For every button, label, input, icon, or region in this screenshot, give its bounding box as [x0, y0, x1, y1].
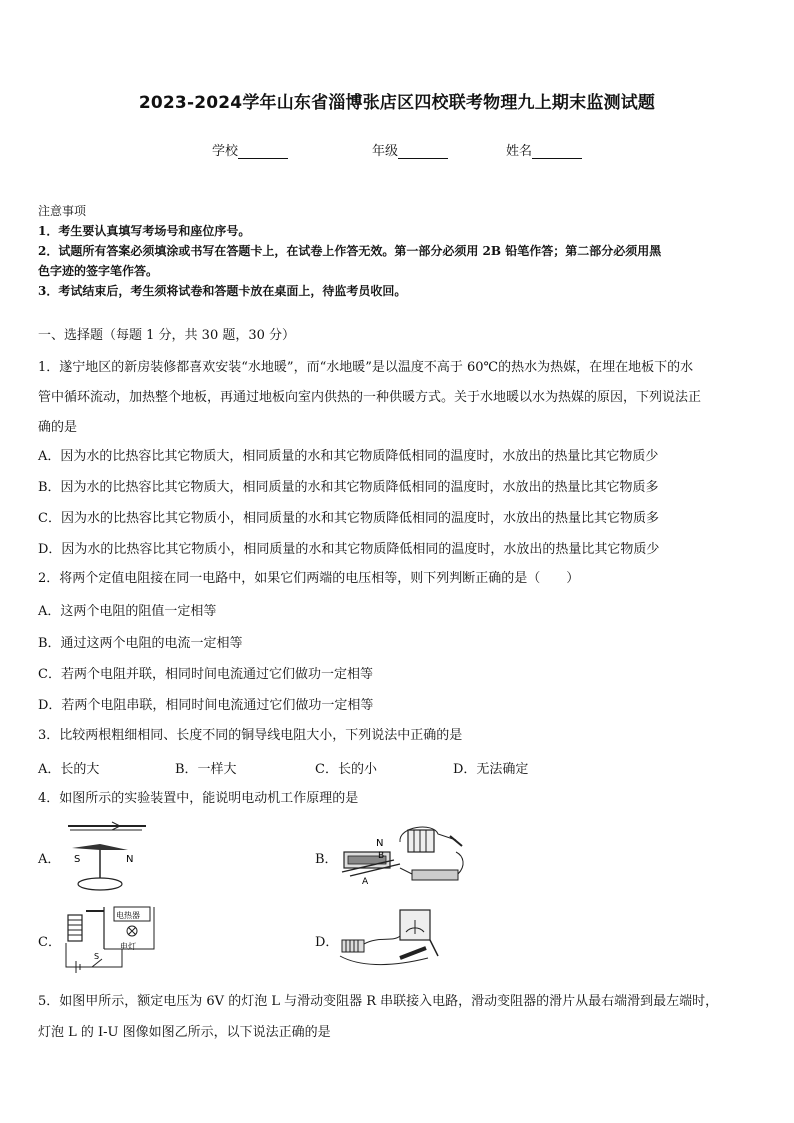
question-4-option-d[interactable]: D． [315, 935, 339, 950]
figure-c-heater-label: 电热器 [116, 911, 140, 920]
figure-a-n-label: N [126, 854, 134, 865]
question-2-option-d[interactable]: D．若两个电阻串联，相同时间电流通过它们做功一定相等 [38, 698, 374, 713]
question-3-option-b[interactable]: B．一样大 [175, 762, 237, 777]
question-2-stem: 2．将两个定值电阻接在同一电路中，如果它们两端的电压相等，则下列判断正确的是（ ） [38, 571, 580, 586]
question-1-stem [38, 353, 760, 443]
stem-line: 5．如图甲所示，额定电压为 6V 的灯泡 L 与滑动变阻器 R 串联接入电路，滑动变阻器的滑片从最右端滑到最左端时， [38, 994, 719, 1009]
figure-b-a-label: A [362, 877, 369, 887]
figure-c-s-label: S [94, 952, 100, 961]
question-5-stem [38, 986, 760, 1048]
question-3-option-a[interactable]: A．长的大 [38, 762, 100, 777]
figure-a-s-label: S [74, 854, 81, 865]
figure-b-n-label: N [376, 838, 384, 849]
stem-line: 灯泡 L 的 I-U 图像如图乙所示，以下说法正确的是 [38, 1025, 331, 1040]
school-label: 学校 [212, 144, 239, 159]
stem-line: 确的是 [38, 420, 78, 435]
question-2-option-b[interactable]: B．通过这两个电阻的电流一定相等 [38, 636, 243, 651]
question-1-option-d[interactable]: D．因为水的比热容比其它物质小，相同质量的水和其它物质降低相同的温度时，水放出的热量比其它物质少 [38, 542, 660, 557]
question-1-option-c[interactable]: C．因为水的比热容比其它物质小，相同质量的水和其它物质降低相同的温度时，水放出的热量比其它物质多 [38, 511, 659, 526]
grade-label: 年级 [372, 144, 399, 159]
grade-blank [398, 144, 448, 159]
figure-b-apparatus [338, 822, 470, 894]
question-4-option-b[interactable]: B． [315, 852, 338, 867]
notice-item: 3．考试结束后，考生须将试卷和答题卡放在桌面上，待监考员收回。 [38, 284, 407, 298]
question-4-option-a[interactable]: A． [38, 852, 61, 867]
name-blank [532, 144, 582, 159]
stem-line: 1．遂宁地区的新房装修都喜欢安装“水地暖”，而“水地暖”是以温度不高于 60℃的热水为热媒，在埋在地板下的水 [38, 360, 694, 375]
question-3-option-d[interactable]: D．无法确定 [453, 762, 529, 777]
name-label: 姓名 [506, 144, 533, 159]
figure-a-compass [62, 818, 152, 896]
question-1-option-a[interactable]: A．因为水的比热容比其它物质大，相同质量的水和其它物质降低相同的温度时，水放出的热量比其它物质少 [38, 449, 659, 464]
question-2-option-c[interactable]: C．若两个电阻并联，相同时间电流通过它们做功一定相等 [38, 667, 373, 682]
school-blank [238, 144, 288, 159]
question-3-stem: 3．比较两根粗细相同、长度不同的铜导线电阻大小，下列说法中正确的是 [38, 728, 463, 743]
stem-line: 管中循环流动，加热整个地板，再通过地板向室内供热的一种供暖方式。关于水地暖以水为热媒的原因，下列说法正 [38, 390, 702, 405]
name-field [506, 140, 582, 159]
page-title: 2023-2024学年山东省淄博张店区四校联考物理九上期末监测试题 [138, 93, 656, 113]
question-3-option-c[interactable]: C．长的小 [315, 762, 377, 777]
notice-item: 2．试题所有答案必须填涂或书写在答题卡上，在试卷上作答无效。第一部分必须用 2B 铅笔作答；第二部分必须用黑 [38, 244, 662, 258]
notice-heading: 注意事项 [38, 204, 87, 218]
grade-field [372, 140, 448, 159]
notice-block [38, 201, 760, 301]
question-4-option-c[interactable]: C． [38, 935, 61, 950]
question-4-stem: 4．如图所示的实验装置中，能说明电动机工作原理的是 [38, 791, 359, 806]
figure-c-relay [62, 903, 158, 973]
figure-d-apparatus [338, 906, 448, 974]
notice-item: 1．考生要认真填写考场号和座位序号。 [38, 224, 251, 238]
question-1-option-b[interactable]: B．因为水的比热容比其它物质大，相同质量的水和其它物质降低相同的温度时，水放出的热量比其它物质多 [38, 480, 659, 495]
school-field [212, 140, 288, 159]
notice-item: 色字迹的签字笔作答。 [38, 264, 159, 278]
section-heading: 一、选择题（每题 1 分，共 30 题，30 分） [38, 328, 296, 343]
question-2-option-a[interactable]: A．这两个电阻的阻值一定相等 [38, 604, 217, 619]
figure-b-b-label: B [378, 851, 385, 861]
figure-c-lamp-label: 电灯 [120, 942, 136, 951]
